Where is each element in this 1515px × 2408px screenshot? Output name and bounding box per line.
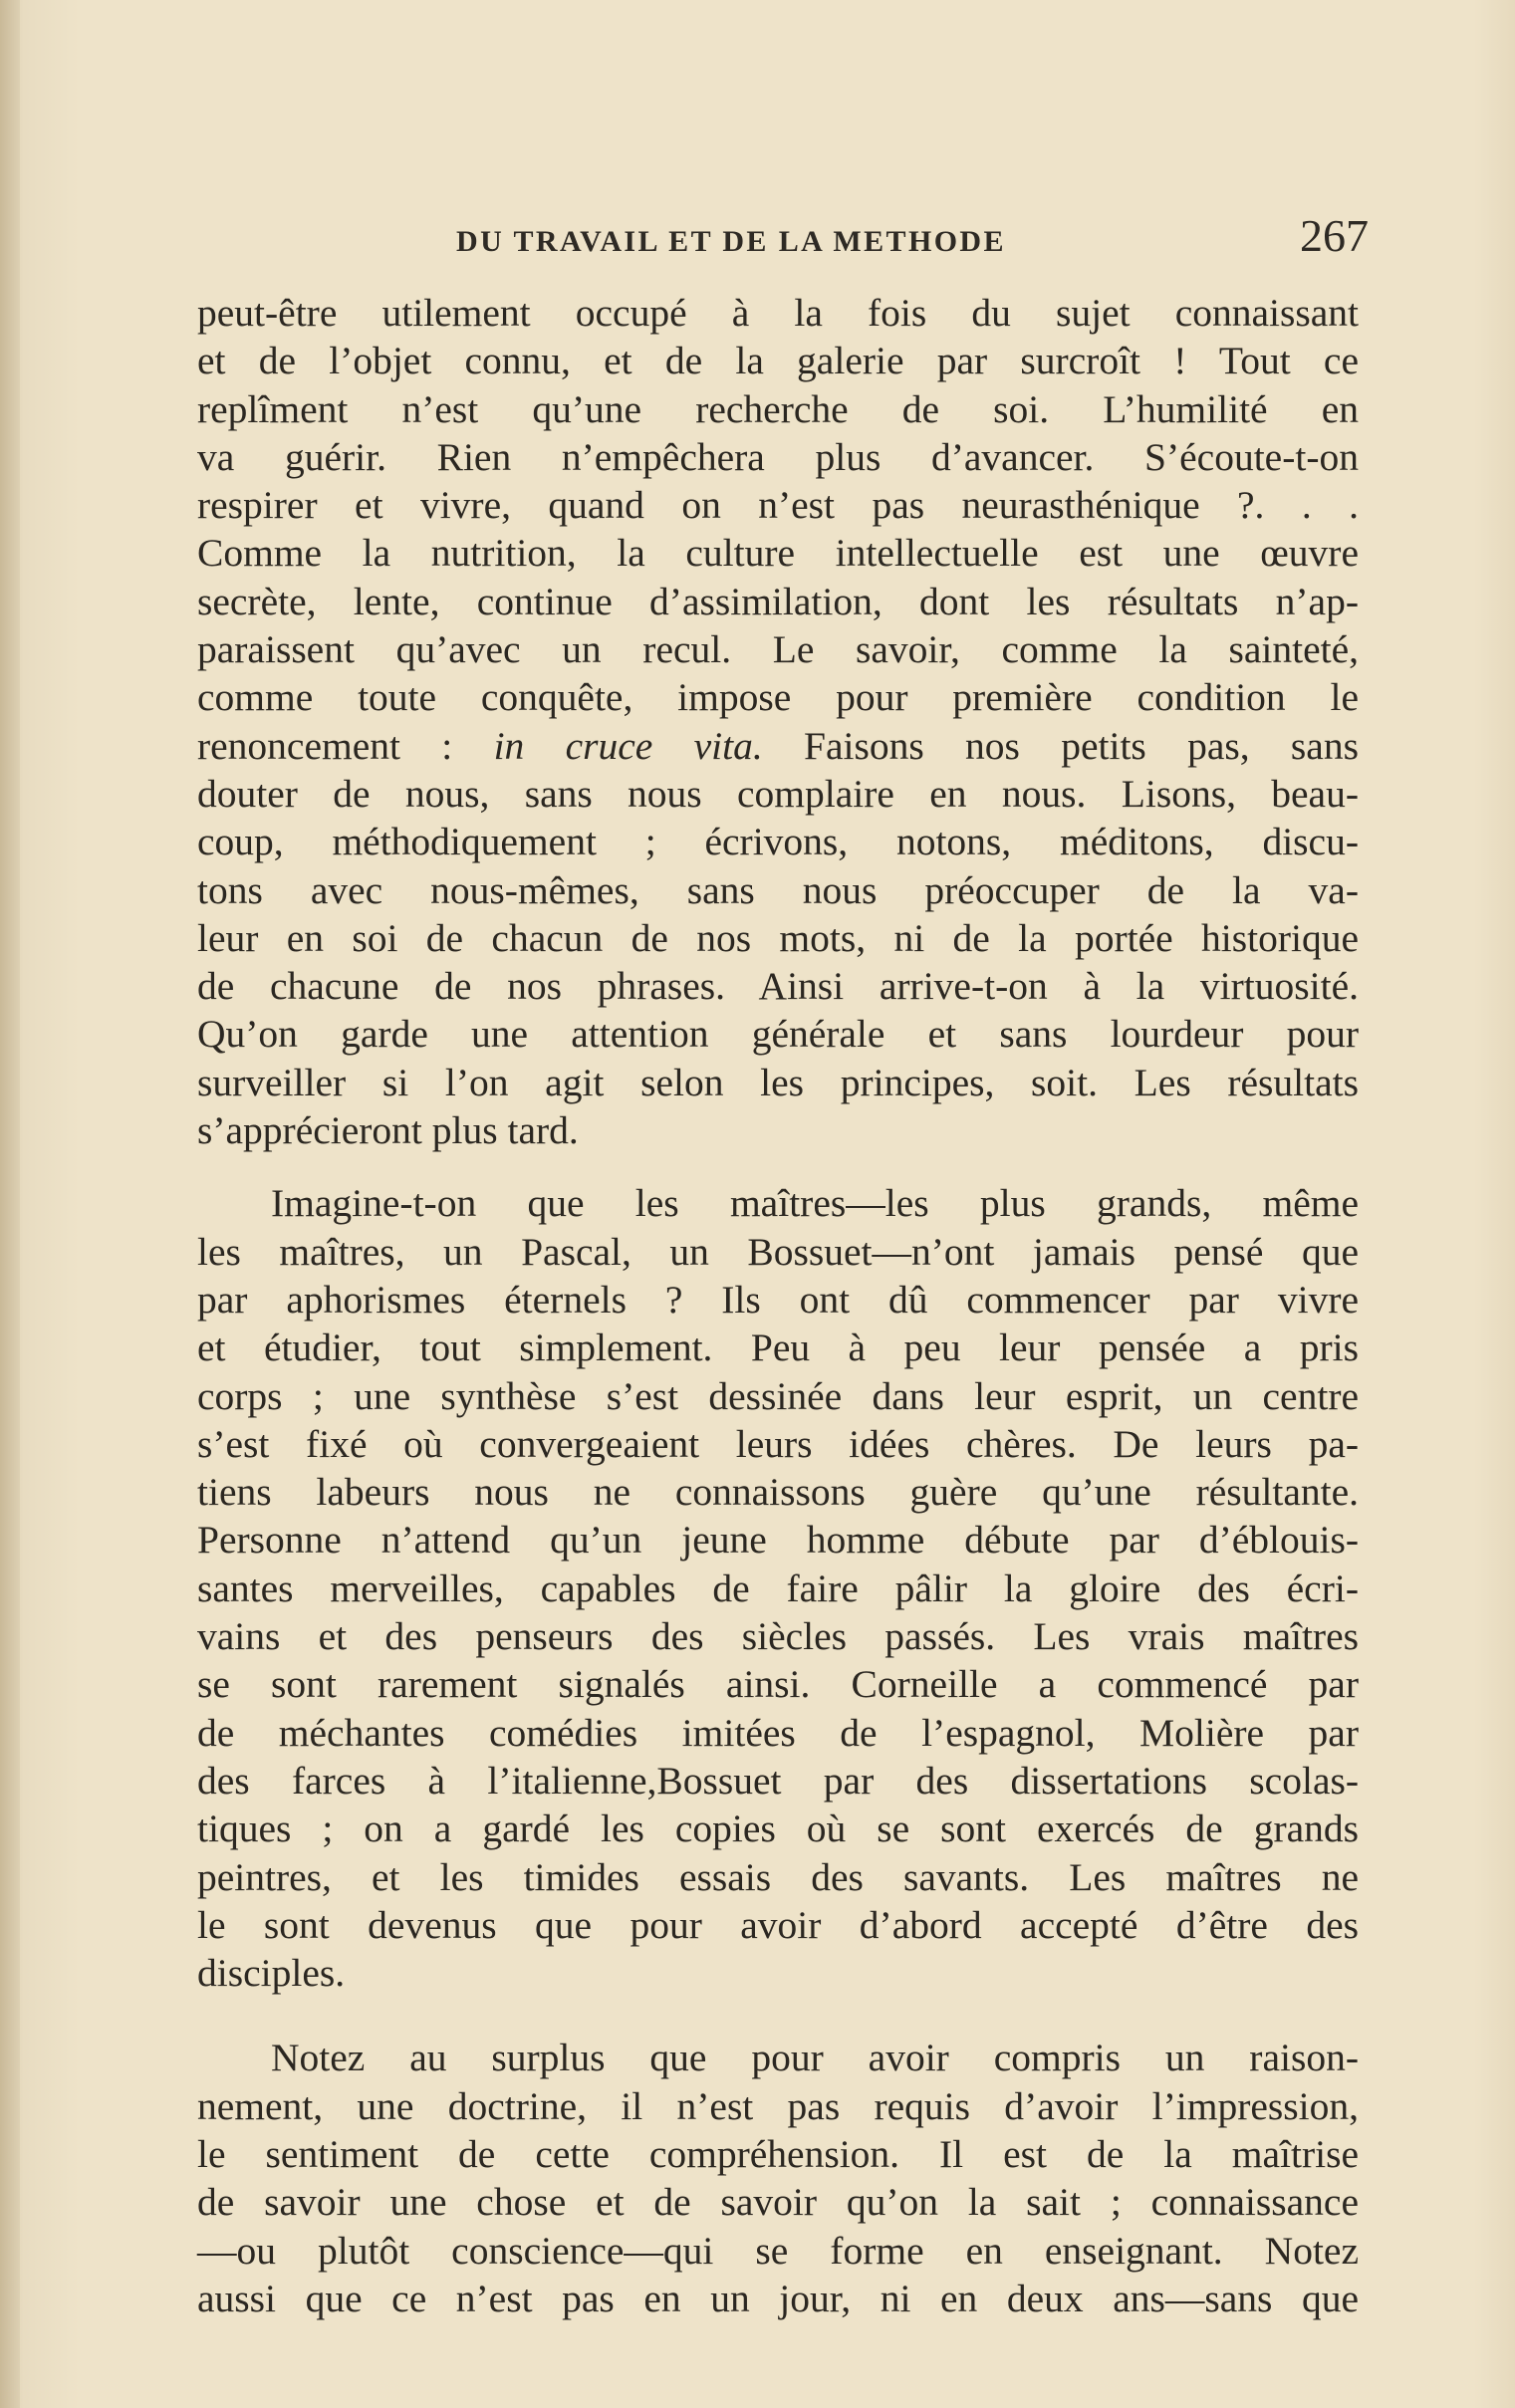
text-line: secrète, lente, continue d’assimilation, dont les résultats n’ap- xyxy=(197,579,1359,623)
paragraph-1 xyxy=(197,289,1359,1154)
text-line: santes merveilles, capables de faire pâlir la gloire des écri- xyxy=(197,1565,1359,1610)
text-line xyxy=(197,1179,1359,1227)
text-line: comme toute conquête, impose pour première condition le xyxy=(197,675,1359,720)
text-segment: Faisons nos petits pas, sans xyxy=(762,723,1359,768)
text-line: par aphorismes éternels ? Ils ont dû commencer par vivre xyxy=(197,1277,1359,1322)
text-line: se sont rarement signalés ainsi. Corneille a commencé par xyxy=(197,1662,1359,1707)
text-line: coup, méthodiquement ; écrivons, notons, méditons, discu- xyxy=(197,820,1359,864)
text-line: et de l’objet connu, et de la galerie par surcroît ! Tout ce xyxy=(197,339,1359,383)
text-line: surveiller si l’on agit selon les principes, soit. Les résultats xyxy=(197,1060,1359,1104)
text-line: des farces à l’italienne,Bossuet par des dissertations scolas- xyxy=(197,1758,1359,1803)
text-line: de méchantes comédies imitées de l’espagnol, Molière par xyxy=(197,1710,1359,1755)
text-line: les maîtres, un Pascal, un Bossuet—n’ont jamais pensé que xyxy=(197,1229,1359,1274)
text-line: de savoir une chose et de savoir qu’on la sait ; connaissance xyxy=(197,2180,1359,2225)
text-line: tons avec nous-mêmes, sans nous préoccuper de la va- xyxy=(197,867,1359,912)
text-line: nement, une doctrine, il n’est pas requis d’avoir l’impression, xyxy=(197,2083,1359,2128)
paragraph-2 xyxy=(197,1179,1359,1997)
text-line: s’apprécieront plus tard. xyxy=(197,1108,579,1153)
text-line: peut-être utilement occupé à la fois du sujet connaissant xyxy=(197,291,1359,335)
text-segment: Notez au surplus que pour avoir compris un raison- xyxy=(271,2036,1359,2080)
text-line: vains et des penseurs des siècles passés. Les vrais maîtres xyxy=(197,1614,1359,1659)
text-line: respirer et vivre, quand on n’est pas neurasthénique ?. . . xyxy=(197,483,1359,528)
text-segment: Imagine-t-on que les maîtres—les plus grands, même xyxy=(271,1181,1359,1226)
text-line: paraissent qu’avec un recul. Le savoir, comme la sainteté, xyxy=(197,627,1359,672)
page-number: 267 xyxy=(1300,210,1369,261)
text-line: douter de nous, sans nous complaire en nous. Lisons, beau- xyxy=(197,771,1359,816)
text-segment: renoncement : xyxy=(197,723,494,768)
text-line: le sont devenus que pour avoir d’abord accepté d’être des xyxy=(197,1902,1359,1947)
text-line: tiens labeurs nous ne connaissons guère qu’une résultante. xyxy=(197,1470,1359,1515)
text-line: s’est fixé où convergeaient leurs idées chères. De leurs pa- xyxy=(197,1421,1359,1466)
paragraph-3 xyxy=(197,2034,1359,2322)
text-line: Qu’on garde une attention générale et sans lourdeur pour xyxy=(197,1012,1359,1057)
body-text xyxy=(197,289,1359,2322)
text-line xyxy=(197,722,1359,770)
text-line: Personne n’attend qu’un jeune homme débute par d’éblouis- xyxy=(197,1518,1359,1563)
text-line: peintres, et les timides essais des savants. Les maîtres ne xyxy=(197,1854,1359,1899)
text-line: le sentiment de cette compréhension. Il est de la maîtrise xyxy=(197,2131,1359,2176)
text-line: disciples. xyxy=(197,1951,346,1996)
running-title: DU TRAVAIL ET DE LA METHODE xyxy=(456,225,1006,258)
text-line: de chacune de nos phrases. Ainsi arrive-t-on à la virtuosité. xyxy=(197,964,1359,1009)
text-line: et étudier, tout simplement. Peu à peu leur pensée a pris xyxy=(197,1325,1359,1370)
latin-phrase: in cruce vita. xyxy=(493,723,763,768)
page-header xyxy=(456,209,1369,279)
text-line: —ou plutôt conscience—qui se forme en enseignant. Notez xyxy=(197,2228,1359,2273)
text-line: aussi que ce n’est pas en un jour, ni en deux ans—sans que xyxy=(197,2276,1359,2320)
text-line: replîment n’est qu’une recherche de soi. L’humilité en xyxy=(197,386,1359,431)
text-line: Comme la nutrition, la culture intellectuelle est une œuvre xyxy=(197,531,1359,576)
text-line: tiques ; on a gardé les copies où se sont exercés de grands xyxy=(197,1806,1359,1851)
text-line: leur en soi de chacun de nos mots, ni de la portée historique xyxy=(197,915,1359,960)
text-line xyxy=(197,2034,1359,2081)
text-line: va guérir. Rien n’empêchera plus d’avancer. S’écoute-t-on xyxy=(197,434,1359,479)
page-gutter xyxy=(0,0,20,2408)
text-line: corps ; une synthèse s’est dessinée dans leur esprit, un centre xyxy=(197,1373,1359,1418)
